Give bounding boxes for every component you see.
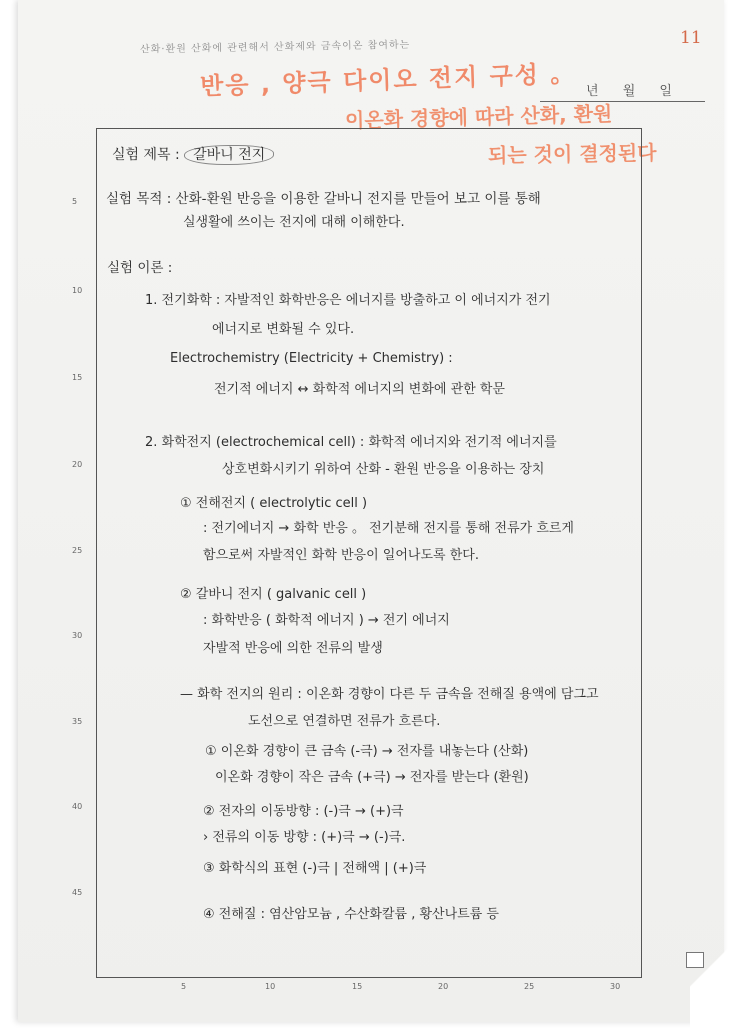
theory-1-line-3: Electrochemistry (Electricity + Chemistry) : xyxy=(170,351,453,366)
title-label: 실험 제목 : xyxy=(112,147,180,163)
electrolytic-line-3: 함으로써 자발적인 화학 반응이 일어나도록 한다. xyxy=(203,548,479,563)
theory-2-line-2: 상호변화시키기 위하여 산화 - 환원 반응을 이용하는 장치 xyxy=(222,462,545,477)
galvanic-line-1: ② 갈바니 전지 ( galvanic cell ) xyxy=(180,587,367,602)
column-number: 10 xyxy=(265,982,276,991)
theory-1-line-2: 에너지로 변화될 수 있다. xyxy=(212,322,355,337)
principle-4-line-1: ④ 전해질 : 염산암모늄 , 수산화칼륨 , 황산나트륨 등 xyxy=(203,907,499,922)
principle-line-1: — 화학 전지의 원리 : 이온화 경향이 다른 두 금속을 전해질 용액에 담그고 xyxy=(180,687,599,702)
theory-2-line-1: 2. 화학전지 (electrochemical cell) : 화학적 에너지와 전기적 에너지를 xyxy=(145,435,557,450)
title-value: 갈바니 전지 xyxy=(184,145,274,165)
electrolytic-line-2: : 전기에너지 → 화학 반응 。 전기분해 전지를 통해 전류가 흐르게 xyxy=(203,521,574,536)
annotation-line-2: 이온화 경향에 따라 산화, 환원 xyxy=(344,101,613,133)
column-number: 5 xyxy=(181,982,187,991)
line-number: 45 xyxy=(72,888,83,897)
galvanic-line-3: 자발적 반응에 의한 전류의 발생 xyxy=(203,641,383,656)
purpose-text-2: 실생활에 쓰이는 전지에 대해 이해한다. xyxy=(183,215,405,230)
title-line xyxy=(112,144,274,164)
line-number: 15 xyxy=(72,373,83,382)
electrolytic-line-1: ① 전해전지 ( electrolytic cell ) xyxy=(180,496,368,511)
galvanic-line-2: : 화학반응 ( 화학적 에너지 ) → 전기 에너지 xyxy=(203,613,450,628)
column-number: 30 xyxy=(610,982,621,991)
column-number: 25 xyxy=(524,982,535,991)
line-number: 5 xyxy=(72,197,78,206)
date-label: 년 월 일 xyxy=(586,84,672,99)
line-number: 35 xyxy=(72,717,83,726)
line-number: 10 xyxy=(72,286,83,295)
column-number: 15 xyxy=(352,982,363,991)
line-number: 25 xyxy=(72,546,83,555)
principle-1-line-1: ① 이온화 경향이 큰 금속 (-극) → 전자를 내놓는다 (산화) xyxy=(205,744,529,759)
principle-1-line-2: 이온화 경향이 작은 금속 (+극) → 전자를 받는다 (환원) xyxy=(215,770,529,785)
page-number: 11 xyxy=(680,28,702,48)
principle-line-2: 도선으로 연결하면 전류가 흐른다. xyxy=(248,714,441,729)
corner-checkbox xyxy=(686,952,704,968)
purpose-label: 실험 목적 : xyxy=(106,191,172,207)
principle-2-line-1: ② 전자의 이동방향 : (-)극 → (+)극 xyxy=(203,804,404,819)
principle-3-line-1: ③ 화학식의 표현 (-)극 | 전해액 | (+)극 xyxy=(203,861,427,876)
theory-label: 실험 이론 : xyxy=(107,260,173,276)
annotation-top-note: 산화·환원 산화에 관련해서 산화제와 금속이온 참여하는 xyxy=(139,39,411,56)
line-number: 20 xyxy=(72,460,83,469)
column-number: 20 xyxy=(438,982,449,991)
annotation-line-1: 반응 , 양극 다이오 전지 구성 。 xyxy=(199,59,577,101)
annotation-line-3: 되는 것이 결정된다 xyxy=(487,140,657,168)
theory-1-line-4: 전기적 에너지 ↔ 화학적 에너지의 변화에 관한 학문 xyxy=(214,382,505,397)
purpose-line-1 xyxy=(106,187,541,207)
principle-2-line-2: › 전류의 이동 방향 : (+)극 → (-)극. xyxy=(203,830,406,845)
theory-1-line-1: 1. 전기화학 : 자발적인 화학반응은 에너지를 방출하고 이 에너지가 전기 xyxy=(145,293,551,308)
date-underline xyxy=(540,101,705,102)
purpose-text-1: 산화-환원 반응을 이용한 갈바니 전지를 만들어 보고 이를 통해 xyxy=(175,191,541,207)
line-number: 30 xyxy=(72,631,83,640)
line-number: 40 xyxy=(72,802,83,811)
